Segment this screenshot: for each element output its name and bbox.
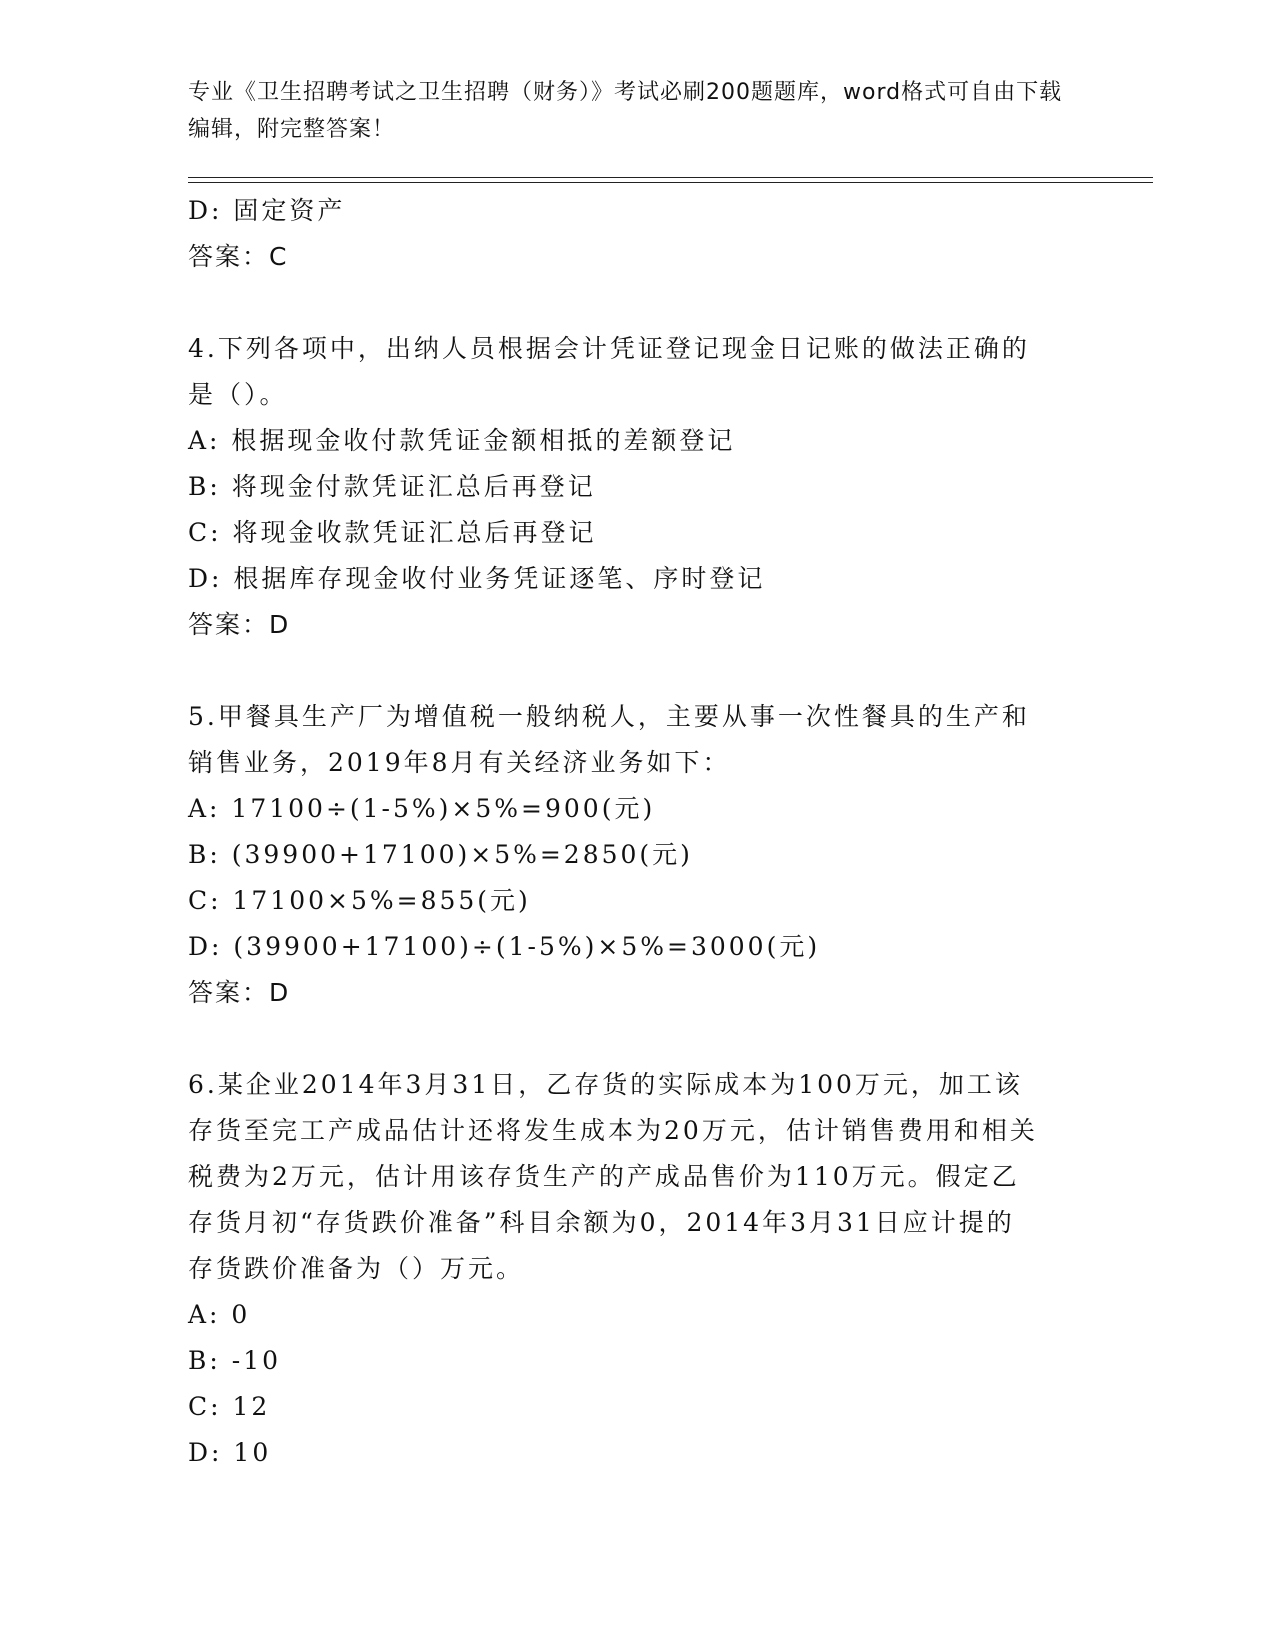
option-c: C: 将现金收款凭证汇总后再登记 [188,518,597,547]
question-6 [188,1062,1068,1476]
document-header: 专业《卫生招聘考试之卫生招聘（财务）》考试必刷200题题库，word格式可自由下载编辑，附完整答案！ [188,80,1063,142]
question-3 [188,188,1068,280]
document-body [188,188,1068,1476]
option-d: D: (39900+17100)÷(1-5%)×5%=3000(元) [188,932,821,961]
question-stem: 存货至完工产成品估计还将发生成本为20万元，估计销售费用和相关 [188,1116,1038,1145]
option-d: D: 根据库存现金收付业务凭证逐笔、序时登记 [188,564,766,593]
answer-line: 答案：C [188,242,289,271]
answer-line: 答案：D [188,610,291,639]
question-stem: 存货跌价准备为（）万元。 [188,1254,525,1283]
spacer [188,280,1068,326]
option-a: A: 17100÷(1-5%)×5%=900(元) [188,794,656,823]
option-c: C: 12 [188,1392,271,1421]
header-rule-bottom [188,182,1153,183]
option-a: A: 根据现金收付款凭证金额相抵的差额登记 [188,426,736,455]
option-c: C: 17100×5%=855(元) [188,886,531,915]
option-a: A: 0 [188,1300,251,1329]
spacer [188,648,1068,694]
option-d: D: 10 [188,1438,272,1467]
option-d: D: 固定资产 [188,196,346,225]
question-stem: 销售业务，2019年8月有关经济业务如下： [188,748,731,777]
question-stem: 6.某企业2014年3月31日，乙存货的实际成本为100万元，加工该 [188,1070,1023,1099]
option-b: B: -10 [188,1346,281,1375]
question-stem: 是（）。 [188,380,288,409]
question-4 [188,326,1068,648]
question-stem: 存货月初“存货跌价准备”科目余额为0，2014年3月31日应计提的 [188,1208,1015,1237]
answer-line: 答案：D [188,978,291,1007]
spacer [188,1016,1068,1062]
option-b: B: 将现金付款凭证汇总后再登记 [188,472,596,501]
question-5 [188,694,1068,1016]
header-rule-top [188,177,1153,178]
question-stem: 5.甲餐具生产厂为增值税一般纳税人，主要从事一次性餐具的生产和 [188,702,1030,731]
option-b: B: (39900+17100)×5%=2850(元) [188,840,693,869]
question-stem: 4.下列各项中，出纳人员根据会计凭证登记现金日记账的做法正确的 [188,334,1030,363]
question-stem: 税费为2万元，估计用该存货生产的产成品售价为110万元。假定乙 [188,1162,1020,1191]
